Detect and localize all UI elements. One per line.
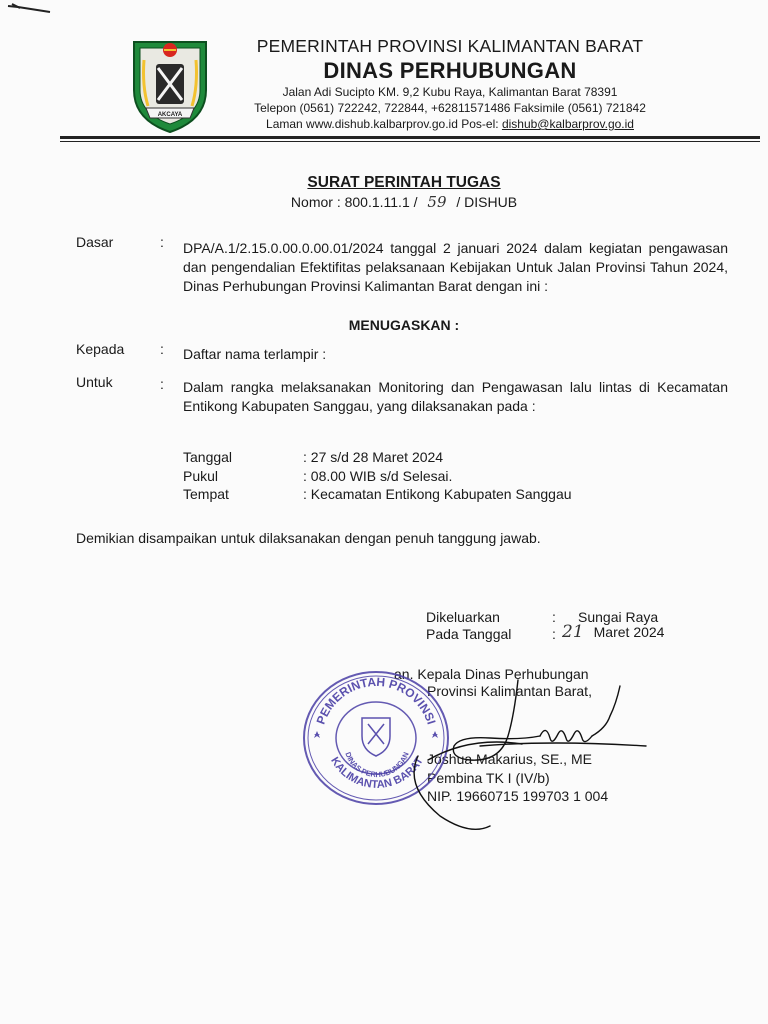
issued-place-value: Sungai Raya xyxy=(578,609,659,625)
provincial-crest-icon xyxy=(128,34,212,134)
kepada-text: Daftar nama terlampir : xyxy=(183,346,327,362)
dasar-label: Dasar xyxy=(76,234,114,250)
number-prefix: Nomor : 800.1.11.1 / xyxy=(290,194,418,210)
signatory-name: Joshua Makarius, SE., ME xyxy=(427,751,592,767)
issued-day-handwritten: 21 xyxy=(562,622,584,642)
government-name: PEMERINTAH PROVINSI KALIMANTAN BARAT xyxy=(256,36,644,56)
office-phone: Telepon (0561) 722242, 722844, +62811571486 Faksimile (0561) 721842 xyxy=(254,101,646,115)
detail-label-tanggal: Tanggal xyxy=(183,449,233,465)
office-address: Jalan Adi Sucipto KM. 9,2 Kubu Raya, Kalimantan Barat 78391 xyxy=(282,85,618,99)
detail-value-pukul: : 08.00 WIB s/d Selesai. xyxy=(303,468,453,484)
issued-date-colon: : xyxy=(552,626,556,642)
svg-text:PEMERINTAH PROVINSI: PEMERINTAH PROVINSI xyxy=(313,674,439,727)
email-link[interactable]: dishub@kalbarprov.go.id xyxy=(501,117,634,131)
untuk-label: Untuk xyxy=(76,374,113,390)
kepada-label: Kepada xyxy=(76,341,125,357)
untuk-colon: : xyxy=(160,376,164,392)
issued-place-colon: : xyxy=(552,609,556,625)
svg-text:AKCAYA: AKCAYA xyxy=(157,112,183,118)
number-handwritten: 59 xyxy=(427,193,447,211)
untuk-text: Dalam rangka melaksanakan Monitoring dan Pengawasan lalu lintas di Kecamatan Entikong Kabupaten Sanggau, yang dilaksanakan pada : xyxy=(183,379,728,414)
document-title: SURAT PERINTAH TUGAS xyxy=(307,174,501,191)
issued-date-value xyxy=(562,622,664,642)
issued-date-label: Pada Tanggal xyxy=(426,626,512,642)
dasar-text: DPA/A.1/2.15.0.00.0.00.01/2024 tanggal 2 januari 2024 dalam kegiatan pengawasan dan pengendalian Efektifitas pelaksanaan Kebijakan Untuk Jalan Provinsi Tahun 2024, Dinas Perhubungan Provinsi Kalimantan Barat dengan ini : xyxy=(183,240,728,294)
menugaskan-heading: MENUGASKAN : xyxy=(348,317,460,333)
web-label: Laman www.dishub.kalbarprov.go.id Pos-el: xyxy=(266,117,499,131)
issued-place-label: Dikeluarkan xyxy=(426,609,500,625)
corner-pen-mark xyxy=(6,2,52,16)
closing-statement: Demikian disampaikan untuk dilaksanakan dengan penuh tanggung jawab. xyxy=(76,530,541,546)
letterhead xyxy=(230,36,670,132)
signatory-nip: NIP. 19660715 199703 1 004 xyxy=(427,788,609,804)
handwritten-signature xyxy=(410,676,650,836)
dasar-colon: : xyxy=(160,234,164,250)
office-name: DINAS PERHUBUNGAN xyxy=(323,58,577,83)
issued-month-year: Maret 2024 xyxy=(593,624,665,640)
letterhead-rule-thin xyxy=(60,141,760,142)
office-web xyxy=(230,116,670,132)
detail-label-tempat: Tempat xyxy=(183,486,229,502)
signatory-rank: Pembina TK I (IV/b) xyxy=(427,770,550,786)
number-suffix: / DISHUB xyxy=(456,194,518,210)
detail-value-tempat: : Kecamatan Entikong Kabupaten Sanggau xyxy=(303,486,572,502)
letterhead-rule-thick xyxy=(60,136,760,139)
detail-value-tanggal: : 27 s/d 28 Maret 2024 xyxy=(303,449,444,465)
signatory-province: Provinsi Kalimantan Barat, xyxy=(427,683,592,699)
svg-text:KALIMANTAN BARAT: KALIMANTAN BARAT xyxy=(328,755,426,791)
detail-label-pukul: Pukul xyxy=(183,468,219,484)
signatory-title: an. Kepala Dinas Perhubungan xyxy=(394,666,589,682)
kepada-colon: : xyxy=(160,341,164,357)
svg-text:DINAS PERHUBUNGAN: DINAS PERHUBUNGAN xyxy=(343,750,411,780)
document-number xyxy=(0,193,768,211)
